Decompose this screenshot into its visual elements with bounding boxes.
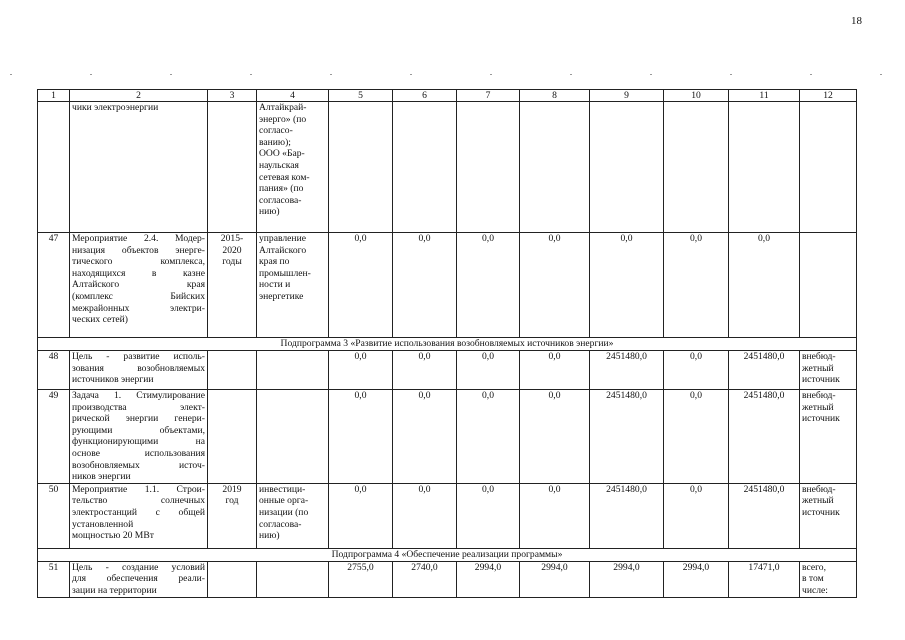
cell-line: нию) xyxy=(259,206,280,218)
column-header: 5 xyxy=(329,90,393,102)
cell-line: пания» (по xyxy=(259,183,304,195)
table-cell: 2451480,0 xyxy=(729,390,800,484)
cell-line: управление xyxy=(259,233,306,244)
column-header: 11 xyxy=(729,90,800,102)
section-row xyxy=(38,338,857,351)
cell-line: Цель - развитие исполь- xyxy=(72,351,205,362)
table-cell: 0,0 xyxy=(664,351,729,390)
table-cell: 0,0 xyxy=(329,483,393,548)
cell-line: 2015- xyxy=(220,233,244,244)
table-cell: 0,0 xyxy=(664,390,729,484)
cell-line: Алтайкрай- xyxy=(259,102,307,113)
cell-line: находящихся в казне xyxy=(72,267,205,279)
cell-line: Алтайского края xyxy=(72,279,205,291)
table-cell: 0,0 xyxy=(457,390,520,484)
table-cell xyxy=(257,561,329,597)
table-cell: 48 xyxy=(38,351,70,390)
cell-line: онные орга- xyxy=(259,495,309,507)
cell-line: энерго» (по xyxy=(259,113,307,125)
table-cell: 0,0 xyxy=(520,233,590,338)
table-cell xyxy=(800,561,857,597)
table-cell: 0,0 xyxy=(329,351,393,390)
cell-line: внебюд- xyxy=(802,351,836,362)
table-cell xyxy=(800,390,857,484)
cell-line: источник xyxy=(802,413,840,425)
cell-line: возобновляемых источ- xyxy=(72,459,205,471)
table-cell xyxy=(800,483,857,548)
cell-line: год xyxy=(225,495,239,507)
table-cell: 0,0 xyxy=(520,390,590,484)
cell-line: нию) xyxy=(259,530,280,542)
cell-line: ников энергии xyxy=(72,471,131,483)
cell-line: ческих сетей) xyxy=(72,314,128,326)
cell-line: жетный xyxy=(802,362,834,374)
table-cell: 0,0 xyxy=(457,233,520,338)
table-cell xyxy=(208,390,257,484)
column-header: 8 xyxy=(520,90,590,102)
table-cell: 0,0 xyxy=(520,351,590,390)
program-table xyxy=(37,89,857,598)
table-cell: 2451480,0 xyxy=(729,483,800,548)
cell-line: внебюд- xyxy=(802,483,836,495)
column-header: 4 xyxy=(257,90,329,102)
table-cell: 17471,0 xyxy=(729,561,800,597)
cell-line: края по xyxy=(259,256,290,268)
table-cell xyxy=(208,233,257,338)
table-cell: 0,0 xyxy=(329,233,393,338)
table-cell: 2994,0 xyxy=(590,561,664,597)
table-cell xyxy=(208,561,257,597)
table-cell xyxy=(208,351,257,390)
table-row xyxy=(38,351,857,390)
cell-line: числе: xyxy=(802,584,828,596)
cell-line: Мероприятие 1.1. Строи- xyxy=(72,483,205,495)
table-cell xyxy=(38,102,70,233)
table-cell: 0,0 xyxy=(393,233,457,338)
table-cell: 2451480,0 xyxy=(590,351,664,390)
table-cell: 0,0 xyxy=(664,233,729,338)
table-cell xyxy=(257,351,329,390)
cell-line: основе использования xyxy=(72,447,205,459)
cell-line: 2020 xyxy=(222,244,242,256)
table-cell xyxy=(208,102,257,233)
cell-line: рической энергии генери- xyxy=(72,413,205,425)
cell-line: зации на территории xyxy=(72,584,157,596)
table-cell xyxy=(70,483,208,548)
table-cell: 2755,0 xyxy=(329,561,393,597)
column-header: 7 xyxy=(457,90,520,102)
cell-line: внебюд- xyxy=(802,390,836,401)
table-cell: 51 xyxy=(38,561,70,597)
cell-line: источник xyxy=(802,506,840,518)
cell-line: 2019 xyxy=(222,483,242,495)
table-cell xyxy=(257,483,329,548)
table-cell: 0,0 xyxy=(457,351,520,390)
cell-line: годы xyxy=(222,256,242,268)
cell-line: сетевая ком- xyxy=(259,171,310,183)
cell-line: всего, xyxy=(802,561,826,573)
table-cell xyxy=(520,102,590,233)
cell-line: низации (по xyxy=(259,506,309,518)
table-cell xyxy=(800,233,857,338)
cell-line: источников энергии xyxy=(72,374,154,386)
section-title: Подпрограмма 3 «Развитие использования возобновляемых источников энергии» xyxy=(38,338,857,351)
cell-line: Задача 1. Стимулирование xyxy=(72,390,205,401)
table-cell xyxy=(70,233,208,338)
cell-line: установленной xyxy=(72,518,134,530)
table-cell: 0,0 xyxy=(664,483,729,548)
cell-line: жетный xyxy=(802,401,834,413)
table-cell xyxy=(257,233,329,338)
table-cell xyxy=(800,351,857,390)
table-cell: 2451480,0 xyxy=(590,390,664,484)
table-cell: 0,0 xyxy=(590,233,664,338)
table-cell: 0,0 xyxy=(329,390,393,484)
table-cell: 2994,0 xyxy=(520,561,590,597)
cell-line: мощностью 20 МВт xyxy=(72,530,154,542)
cell-line: ООО «Бар- xyxy=(259,148,305,160)
column-header: 1 xyxy=(38,90,70,102)
section-title: Подпрограмма 4 «Обеспечение реализации программы» xyxy=(38,548,857,561)
table-row xyxy=(38,102,857,233)
table-cell: 2994,0 xyxy=(457,561,520,597)
cell-line: тического комплекса, xyxy=(72,256,205,268)
column-header: 3 xyxy=(208,90,257,102)
cell-line: электростанций с общей xyxy=(72,506,205,518)
table-cell xyxy=(590,102,664,233)
table-cell: 0,0 xyxy=(520,483,590,548)
cell-line: чики электроэнергии xyxy=(72,102,159,113)
cell-line: Цель - создание условий xyxy=(72,561,205,573)
table-cell: 49 xyxy=(38,390,70,484)
table-cell xyxy=(257,390,329,484)
table-cell: 2451480,0 xyxy=(590,483,664,548)
table-cell: 0,0 xyxy=(729,233,800,338)
table-cell: 0,0 xyxy=(457,483,520,548)
table-cell xyxy=(800,102,857,233)
cell-line: согласо- xyxy=(259,125,293,137)
cell-line: согласова- xyxy=(259,194,302,206)
table-cell: 0,0 xyxy=(393,483,457,548)
column-header: 9 xyxy=(590,90,664,102)
table-cell xyxy=(457,102,520,233)
table-cell xyxy=(70,351,208,390)
column-header: 2 xyxy=(70,90,208,102)
cell-line: производства элект- xyxy=(72,401,205,413)
table-cell: 2451480,0 xyxy=(729,351,800,390)
table-cell xyxy=(729,102,800,233)
cell-line: Мероприятие 2.4. Модер- xyxy=(72,233,205,244)
page-number: 18 xyxy=(851,15,862,27)
table-cell: 0,0 xyxy=(393,351,457,390)
scan-dots xyxy=(0,74,905,80)
table-cell xyxy=(393,102,457,233)
table-row xyxy=(38,233,857,338)
table-cell xyxy=(329,102,393,233)
column-header: 12 xyxy=(800,90,857,102)
table-cell xyxy=(257,102,329,233)
cell-line: энергетике xyxy=(259,290,304,302)
cell-line: согласова- xyxy=(259,518,302,530)
cell-line: зования возобновляемых xyxy=(72,362,205,374)
cell-line: (комплекс Бийских xyxy=(72,290,205,302)
column-header: 6 xyxy=(393,90,457,102)
cell-line: функционирующими на xyxy=(72,436,205,448)
cell-line: низация объектов энерге- xyxy=(72,244,205,256)
table-cell xyxy=(70,102,208,233)
table-cell xyxy=(664,102,729,233)
cell-line: промышлен- xyxy=(259,267,311,279)
cell-line: ванию); xyxy=(259,136,291,148)
table-cell: 2994,0 xyxy=(664,561,729,597)
cell-line: тельство солнечных xyxy=(72,495,205,507)
table-cell: 50 xyxy=(38,483,70,548)
table-row xyxy=(38,561,857,597)
table-cell xyxy=(208,483,257,548)
cell-line: ности и xyxy=(259,279,291,291)
cell-line: источник xyxy=(802,374,840,386)
cell-line: для обеспечения реали- xyxy=(72,573,205,585)
cell-line: межрайонных электри- xyxy=(72,302,205,314)
table-cell: 47 xyxy=(38,233,70,338)
cell-line: Алтайского xyxy=(259,244,307,256)
column-header: 10 xyxy=(664,90,729,102)
table-cell xyxy=(70,390,208,484)
cell-line: наульская xyxy=(259,159,299,171)
table-cell: 0,0 xyxy=(393,390,457,484)
section-row xyxy=(38,548,857,561)
cell-line: инвестици- xyxy=(259,483,306,495)
table-cell xyxy=(70,561,208,597)
table-cell: 2740,0 xyxy=(393,561,457,597)
cell-line: жетный xyxy=(802,495,834,507)
table-row xyxy=(38,390,857,484)
cell-line: рующими объектами, xyxy=(72,424,205,436)
table-row xyxy=(38,483,857,548)
header-row xyxy=(38,90,857,102)
cell-line: в том xyxy=(802,573,824,585)
